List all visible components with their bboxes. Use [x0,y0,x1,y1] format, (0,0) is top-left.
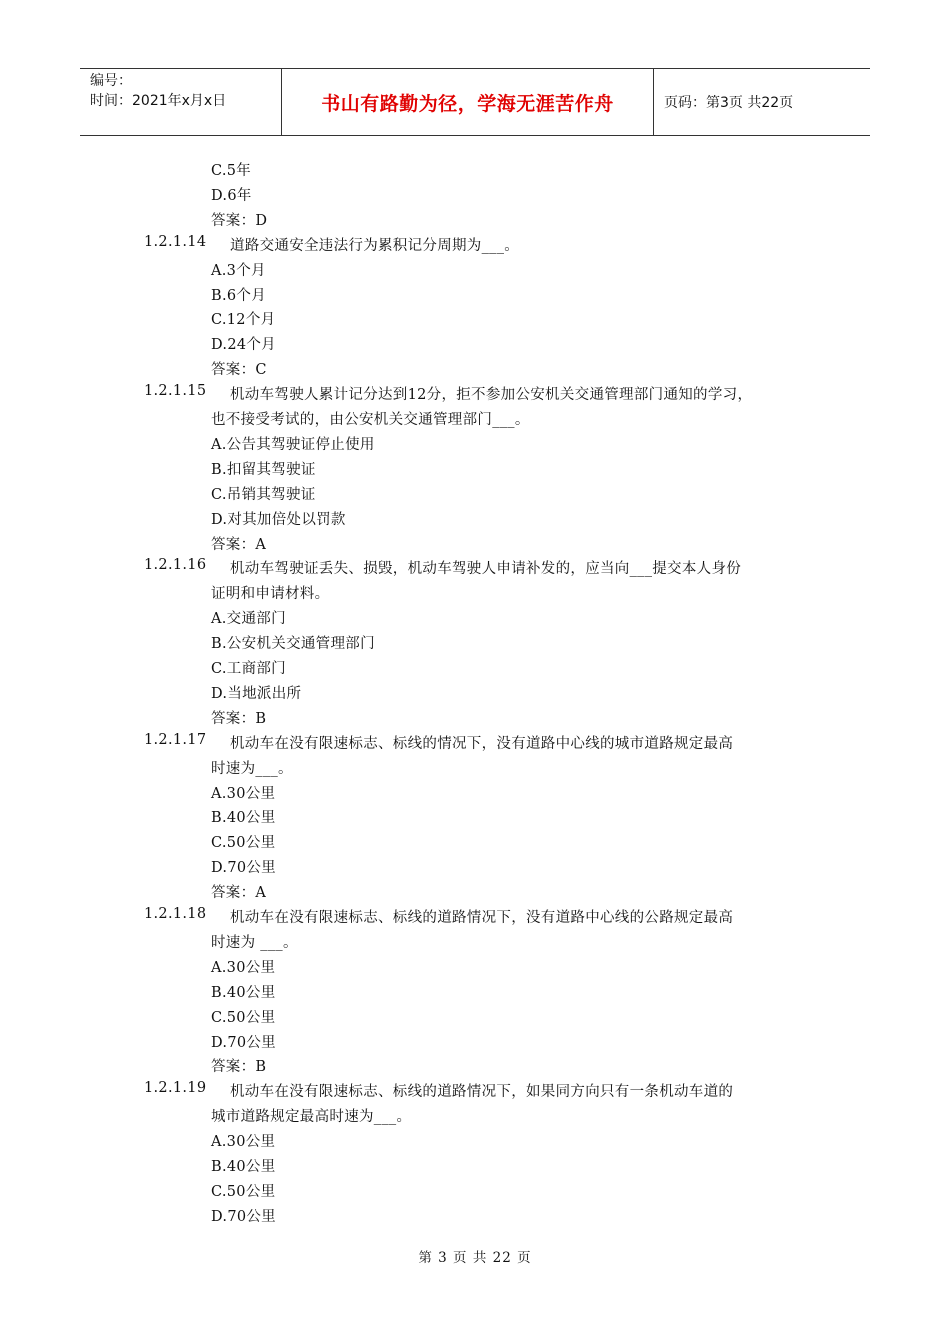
option-line: B.40公里 [211,1159,276,1175]
question-text: 机动车驾驶证丢失、损毁，机动车驾驶人申请补发的，应当向___提交本人身份 [230,561,742,577]
answer-line: 答案：C [211,362,267,378]
option-line: 也不接受考试的，由公安机关交通管理部门___。 [211,412,530,428]
option-line: C.50公里 [211,1010,276,1026]
option-line: 时速为 ___。 [211,935,298,951]
option-line: A.公告其驾驶证停止使用 [211,437,375,453]
header-date-label: 时间：2021年x月x日 [90,93,227,109]
option-line: D.70公里 [211,1209,276,1225]
answer-line: 答案：B [211,711,267,727]
option-line: 证明和申请材料。 [211,586,330,602]
option-line: B.40公里 [211,985,276,1001]
option-line: A.30公里 [211,786,276,802]
option-line: C.工商部门 [211,661,286,677]
option-line: D.70公里 [211,1035,276,1051]
question-text: 机动车在没有限速标志、标线的道路情况下，没有道路中心线的公路规定最高 [230,910,734,926]
option-line: A.30公里 [211,960,276,976]
option-line: A.3个月 [211,263,266,279]
header-motto: 书山有路勤为径，学海无涯苦作舟 [282,69,654,135]
question-number: 1.2.1.18 [144,906,207,922]
question-text: 机动车驾驶人累计记分达到12分，拒不参加公安机关交通管理部门通知的学习， [230,387,753,403]
header-page-info: 页码：第3页 共22页 [664,95,794,111]
option-line: B.40公里 [211,810,276,826]
option-line: D.当地派出所 [211,686,302,702]
answer-line: 答案：A [211,885,267,901]
option-line: D.24个月 [211,337,276,353]
option-line: D.70公里 [211,860,276,876]
option-line: C.5年 [211,163,252,179]
option-line: B.扣留其驾驶证 [211,462,316,478]
question-number: 1.2.1.14 [144,234,207,250]
question-text: 道路交通安全违法行为累积记分周期为___。 [230,238,520,254]
option-line: D.对其加倍处以罚款 [211,512,346,528]
option-line: C.12个月 [211,312,276,328]
question-text: 机动车在没有限速标志、标线的道路情况下，如果同方向只有一条机动车道的 [230,1084,734,1100]
question-number: 1.2.1.17 [144,732,207,748]
option-line: C.吊销其驾驶证 [211,487,316,503]
answer-line: 答案：B [211,1059,267,1075]
question-number: 1.2.1.16 [144,557,207,573]
question-number: 1.2.1.15 [144,383,207,399]
option-line: 时速为___。 [211,761,293,777]
page-footer: 第 3 页 共 22 页 [418,1250,532,1266]
header-number-label: 编号： [90,73,132,89]
option-line: B.6个月 [211,288,266,304]
option-line: D.6年 [211,188,252,204]
question-text: 机动车在没有限速标志、标线的情况下，没有道路中心线的城市道路规定最高 [230,736,734,752]
option-line: 城市道路规定最高时速为___。 [211,1109,412,1125]
option-line: C.50公里 [211,835,276,851]
option-line: C.50公里 [211,1184,276,1200]
question-number: 1.2.1.19 [144,1080,207,1096]
answer-line: 答案：D [211,213,268,229]
option-line: B.公安机关交通管理部门 [211,636,375,652]
header-meta [80,69,282,135]
option-line: A.30公里 [211,1134,276,1150]
page-header [80,68,870,136]
answer-line: 答案：A [211,537,267,553]
option-line: A.交通部门 [211,611,286,627]
